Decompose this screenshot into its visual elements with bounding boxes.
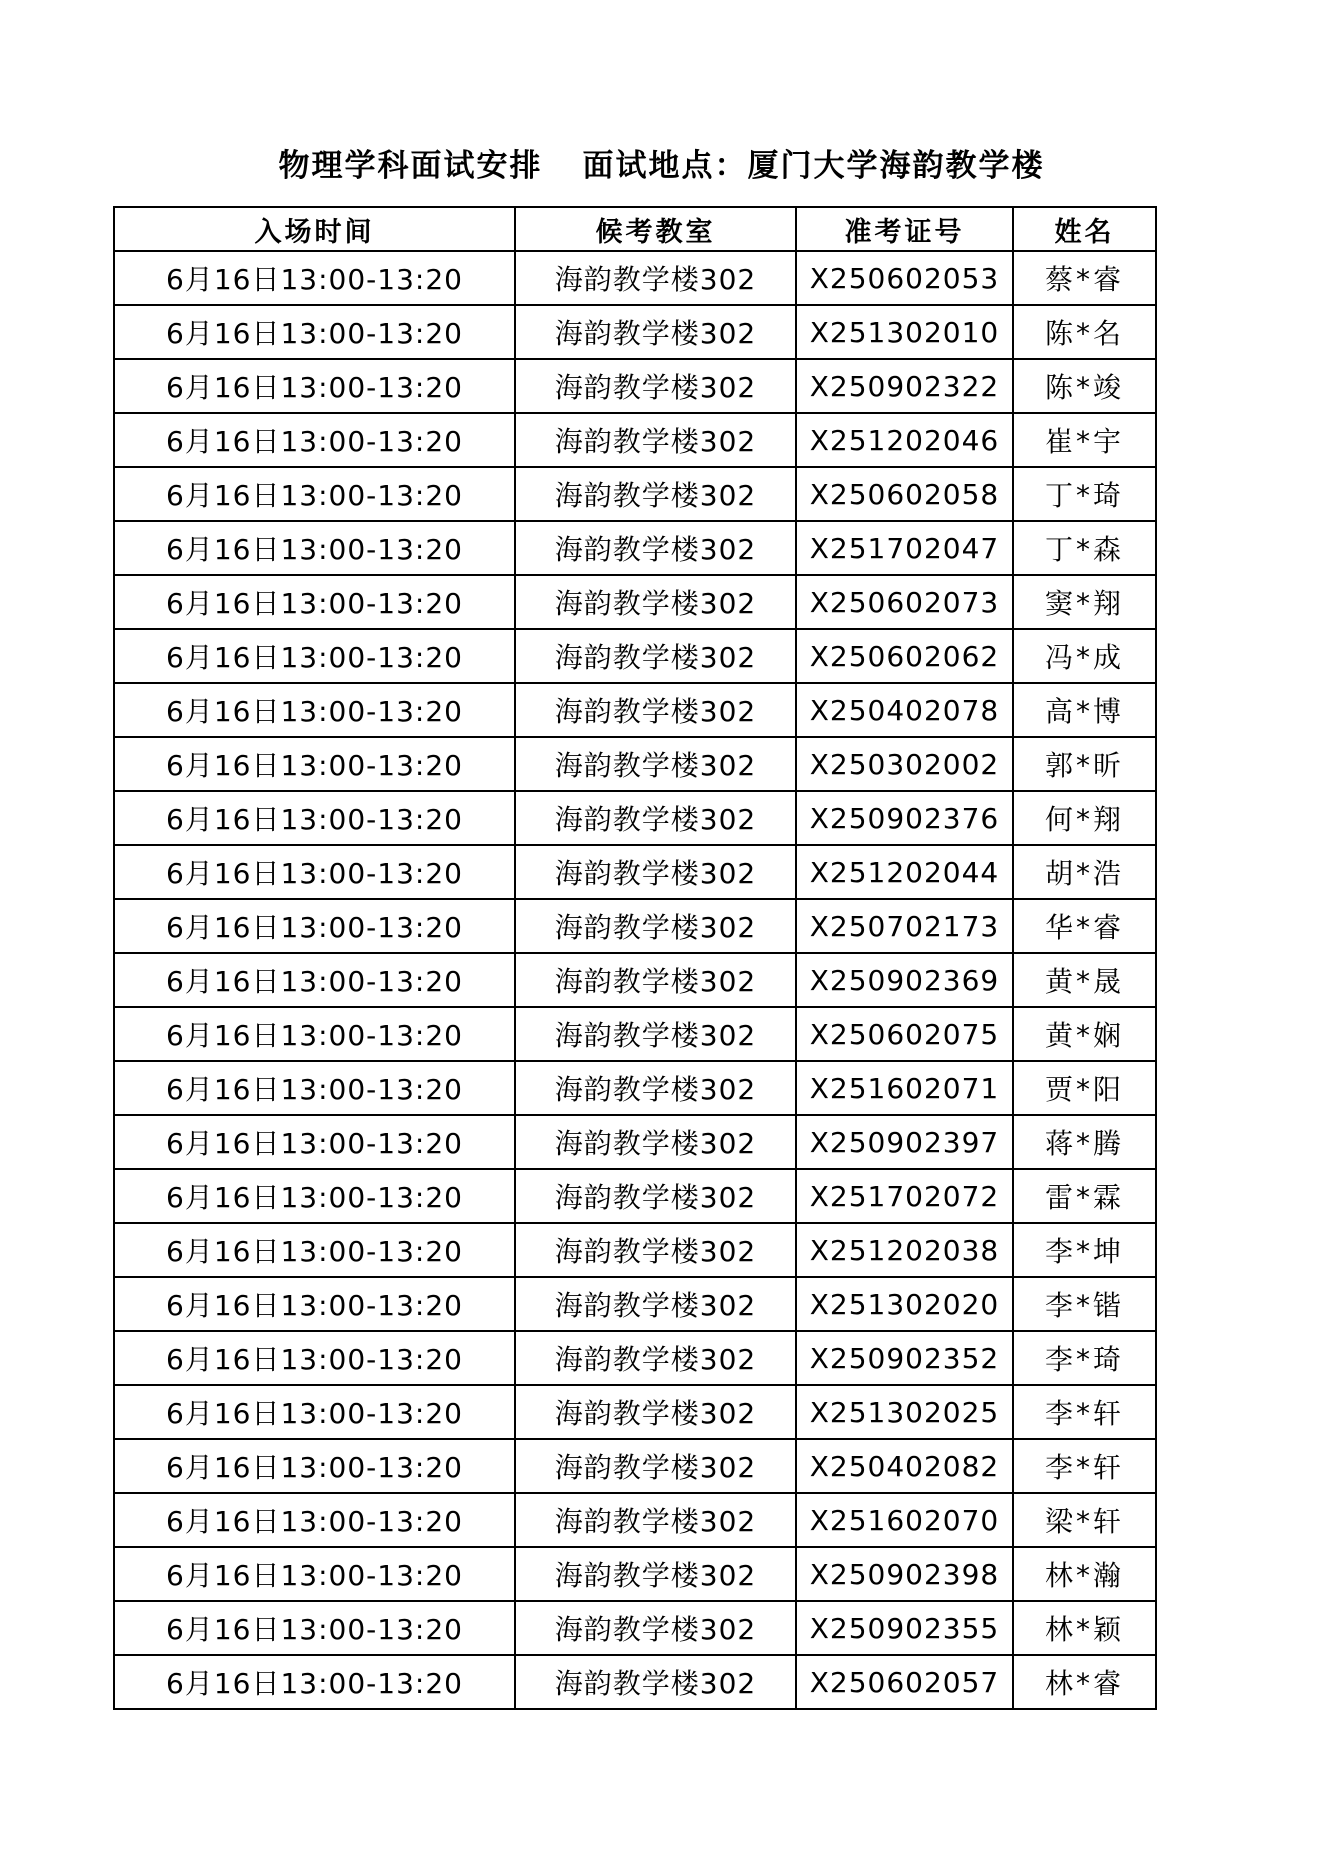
cell-entry-time: 6月16日13:00-13:20 bbox=[114, 1385, 515, 1439]
cell-entry-time: 6月16日13:00-13:20 bbox=[114, 467, 515, 521]
cell-ticket-number: X250902369 bbox=[796, 953, 1013, 1007]
cell-candidate-name: 林*睿 bbox=[1013, 1655, 1156, 1709]
cell-waiting-room: 海韵教学楼302 bbox=[515, 1277, 796, 1331]
cell-candidate-name: 陈*名 bbox=[1013, 305, 1156, 359]
cell-entry-time: 6月16日13:00-13:20 bbox=[114, 953, 515, 1007]
title-subject: 物理学科面试安排 bbox=[278, 148, 543, 184]
cell-entry-time: 6月16日13:00-13:20 bbox=[114, 1223, 515, 1277]
cell-candidate-name: 林*颖 bbox=[1013, 1601, 1156, 1655]
cell-candidate-name: 李*坤 bbox=[1013, 1223, 1156, 1277]
cell-ticket-number: X250902355 bbox=[796, 1601, 1013, 1655]
table-row bbox=[114, 359, 1156, 413]
cell-waiting-room: 海韵教学楼302 bbox=[515, 791, 796, 845]
table-row bbox=[114, 1007, 1156, 1061]
table-row bbox=[114, 521, 1156, 575]
cell-candidate-name: 蒋*腾 bbox=[1013, 1115, 1156, 1169]
cell-ticket-number: X251202044 bbox=[796, 845, 1013, 899]
cell-ticket-number: X250602057 bbox=[796, 1655, 1013, 1709]
header-row bbox=[114, 207, 1156, 251]
cell-ticket-number: X250402078 bbox=[796, 683, 1013, 737]
cell-candidate-name: 丁*琦 bbox=[1013, 467, 1156, 521]
cell-waiting-room: 海韵教学楼302 bbox=[515, 1493, 796, 1547]
cell-entry-time: 6月16日13:00-13:20 bbox=[114, 251, 515, 305]
cell-waiting-room: 海韵教学楼302 bbox=[515, 1331, 796, 1385]
table-row bbox=[114, 899, 1156, 953]
cell-entry-time: 6月16日13:00-13:20 bbox=[114, 575, 515, 629]
cell-ticket-number: X251202038 bbox=[796, 1223, 1013, 1277]
cell-candidate-name: 李*轩 bbox=[1013, 1385, 1156, 1439]
cell-ticket-number: X251702047 bbox=[796, 521, 1013, 575]
table-row bbox=[114, 1115, 1156, 1169]
table-row bbox=[114, 305, 1156, 359]
cell-waiting-room: 海韵教学楼302 bbox=[515, 1655, 796, 1709]
cell-entry-time: 6月16日13:00-13:20 bbox=[114, 1439, 515, 1493]
cell-entry-time: 6月16日13:00-13:20 bbox=[114, 413, 515, 467]
cell-waiting-room: 海韵教学楼302 bbox=[515, 467, 796, 521]
table-row bbox=[114, 845, 1156, 899]
cell-candidate-name: 冯*成 bbox=[1013, 629, 1156, 683]
cell-ticket-number: X251202046 bbox=[796, 413, 1013, 467]
table-row bbox=[114, 629, 1156, 683]
cell-candidate-name: 丁*森 bbox=[1013, 521, 1156, 575]
cell-entry-time: 6月16日13:00-13:20 bbox=[114, 1007, 515, 1061]
cell-candidate-name: 窦*翔 bbox=[1013, 575, 1156, 629]
table-row bbox=[114, 1547, 1156, 1601]
cell-entry-time: 6月16日13:00-13:20 bbox=[114, 1331, 515, 1385]
cell-candidate-name: 梁*轩 bbox=[1013, 1493, 1156, 1547]
cell-candidate-name: 郭*昕 bbox=[1013, 737, 1156, 791]
cell-ticket-number: X250902398 bbox=[796, 1547, 1013, 1601]
title-location: 面试地点：厦门大学海韵教学楼 bbox=[582, 148, 1045, 184]
cell-ticket-number: X250902376 bbox=[796, 791, 1013, 845]
table-row bbox=[114, 683, 1156, 737]
header-name: 姓名 bbox=[1013, 207, 1156, 251]
header-entry-time: 入场时间 bbox=[114, 207, 515, 251]
cell-ticket-number: X251302025 bbox=[796, 1385, 1013, 1439]
cell-waiting-room: 海韵教学楼302 bbox=[515, 413, 796, 467]
cell-candidate-name: 李*锴 bbox=[1013, 1277, 1156, 1331]
cell-waiting-room: 海韵教学楼302 bbox=[515, 1601, 796, 1655]
cell-entry-time: 6月16日13:00-13:20 bbox=[114, 521, 515, 575]
table-row bbox=[114, 575, 1156, 629]
table-row bbox=[114, 1655, 1156, 1709]
cell-entry-time: 6月16日13:00-13:20 bbox=[114, 1655, 515, 1709]
table-row bbox=[114, 251, 1156, 305]
table-row bbox=[114, 1439, 1156, 1493]
table-row bbox=[114, 737, 1156, 791]
table-row bbox=[114, 1385, 1156, 1439]
table-row bbox=[114, 1223, 1156, 1277]
cell-entry-time: 6月16日13:00-13:20 bbox=[114, 305, 515, 359]
cell-entry-time: 6月16日13:00-13:20 bbox=[114, 1277, 515, 1331]
cell-entry-time: 6月16日13:00-13:20 bbox=[114, 791, 515, 845]
cell-waiting-room: 海韵教学楼302 bbox=[515, 1385, 796, 1439]
cell-waiting-room: 海韵教学楼302 bbox=[515, 683, 796, 737]
cell-ticket-number: X251302010 bbox=[796, 305, 1013, 359]
cell-ticket-number: X250602058 bbox=[796, 467, 1013, 521]
cell-ticket-number: X251602071 bbox=[796, 1061, 1013, 1115]
cell-waiting-room: 海韵教学楼302 bbox=[515, 521, 796, 575]
cell-waiting-room: 海韵教学楼302 bbox=[515, 251, 796, 305]
table-header bbox=[114, 207, 1156, 251]
cell-waiting-room: 海韵教学楼302 bbox=[515, 305, 796, 359]
cell-ticket-number: X250602073 bbox=[796, 575, 1013, 629]
cell-entry-time: 6月16日13:00-13:20 bbox=[114, 683, 515, 737]
cell-candidate-name: 陈*竣 bbox=[1013, 359, 1156, 413]
cell-entry-time: 6月16日13:00-13:20 bbox=[114, 899, 515, 953]
cell-waiting-room: 海韵教学楼302 bbox=[515, 1007, 796, 1061]
cell-candidate-name: 李*琦 bbox=[1013, 1331, 1156, 1385]
cell-entry-time: 6月16日13:00-13:20 bbox=[114, 1115, 515, 1169]
cell-entry-time: 6月16日13:00-13:20 bbox=[114, 737, 515, 791]
cell-waiting-room: 海韵教学楼302 bbox=[515, 953, 796, 1007]
interview-schedule-table bbox=[113, 206, 1157, 1710]
cell-candidate-name: 林*瀚 bbox=[1013, 1547, 1156, 1601]
cell-waiting-room: 海韵教学楼302 bbox=[515, 1169, 796, 1223]
table-row bbox=[114, 1169, 1156, 1223]
cell-candidate-name: 黄*晟 bbox=[1013, 953, 1156, 1007]
table-row bbox=[114, 1061, 1156, 1115]
cell-entry-time: 6月16日13:00-13:20 bbox=[114, 629, 515, 683]
table-row bbox=[114, 467, 1156, 521]
cell-ticket-number: X251302020 bbox=[796, 1277, 1013, 1331]
cell-entry-time: 6月16日13:00-13:20 bbox=[114, 1601, 515, 1655]
table-row bbox=[114, 1277, 1156, 1331]
cell-waiting-room: 海韵教学楼302 bbox=[515, 575, 796, 629]
cell-ticket-number: X251702072 bbox=[796, 1169, 1013, 1223]
cell-ticket-number: X250902322 bbox=[796, 359, 1013, 413]
table-row bbox=[114, 1331, 1156, 1385]
cell-waiting-room: 海韵教学楼302 bbox=[515, 1115, 796, 1169]
cell-ticket-number: X250902397 bbox=[796, 1115, 1013, 1169]
cell-waiting-room: 海韵教学楼302 bbox=[515, 1223, 796, 1277]
cell-waiting-room: 海韵教学楼302 bbox=[515, 1061, 796, 1115]
table-row bbox=[114, 1493, 1156, 1547]
cell-ticket-number: X250902352 bbox=[796, 1331, 1013, 1385]
table-row bbox=[114, 791, 1156, 845]
cell-candidate-name: 雷*霖 bbox=[1013, 1169, 1156, 1223]
cell-waiting-room: 海韵教学楼302 bbox=[515, 899, 796, 953]
cell-waiting-room: 海韵教学楼302 bbox=[515, 1547, 796, 1601]
cell-ticket-number: X251602070 bbox=[796, 1493, 1013, 1547]
cell-candidate-name: 黄*娴 bbox=[1013, 1007, 1156, 1061]
table-row bbox=[114, 953, 1156, 1007]
cell-candidate-name: 胡*浩 bbox=[1013, 845, 1156, 899]
cell-entry-time: 6月16日13:00-13:20 bbox=[114, 1493, 515, 1547]
cell-entry-time: 6月16日13:00-13:20 bbox=[114, 845, 515, 899]
header-ticket-number: 准考证号 bbox=[796, 207, 1013, 251]
cell-candidate-name: 高*博 bbox=[1013, 683, 1156, 737]
cell-waiting-room: 海韵教学楼302 bbox=[515, 629, 796, 683]
cell-ticket-number: X250402082 bbox=[796, 1439, 1013, 1493]
cell-entry-time: 6月16日13:00-13:20 bbox=[114, 1169, 515, 1223]
table-row bbox=[114, 413, 1156, 467]
cell-candidate-name: 李*轩 bbox=[1013, 1439, 1156, 1493]
header-waiting-room: 候考教室 bbox=[515, 207, 796, 251]
cell-ticket-number: X250602062 bbox=[796, 629, 1013, 683]
cell-entry-time: 6月16日13:00-13:20 bbox=[114, 1547, 515, 1601]
cell-ticket-number: X250702173 bbox=[796, 899, 1013, 953]
table-body bbox=[114, 251, 1156, 1709]
cell-ticket-number: X250602053 bbox=[796, 251, 1013, 305]
cell-waiting-room: 海韵教学楼302 bbox=[515, 359, 796, 413]
cell-entry-time: 6月16日13:00-13:20 bbox=[114, 1061, 515, 1115]
cell-ticket-number: X250302002 bbox=[796, 737, 1013, 791]
cell-candidate-name: 蔡*睿 bbox=[1013, 251, 1156, 305]
cell-ticket-number: X250602075 bbox=[796, 1007, 1013, 1061]
cell-candidate-name: 崔*宇 bbox=[1013, 413, 1156, 467]
cell-candidate-name: 何*翔 bbox=[1013, 791, 1156, 845]
page-title bbox=[0, 143, 1323, 189]
cell-entry-time: 6月16日13:00-13:20 bbox=[114, 359, 515, 413]
cell-waiting-room: 海韵教学楼302 bbox=[515, 737, 796, 791]
cell-waiting-room: 海韵教学楼302 bbox=[515, 845, 796, 899]
cell-waiting-room: 海韵教学楼302 bbox=[515, 1439, 796, 1493]
cell-candidate-name: 华*睿 bbox=[1013, 899, 1156, 953]
cell-candidate-name: 贾*阳 bbox=[1013, 1061, 1156, 1115]
table-row bbox=[114, 1601, 1156, 1655]
